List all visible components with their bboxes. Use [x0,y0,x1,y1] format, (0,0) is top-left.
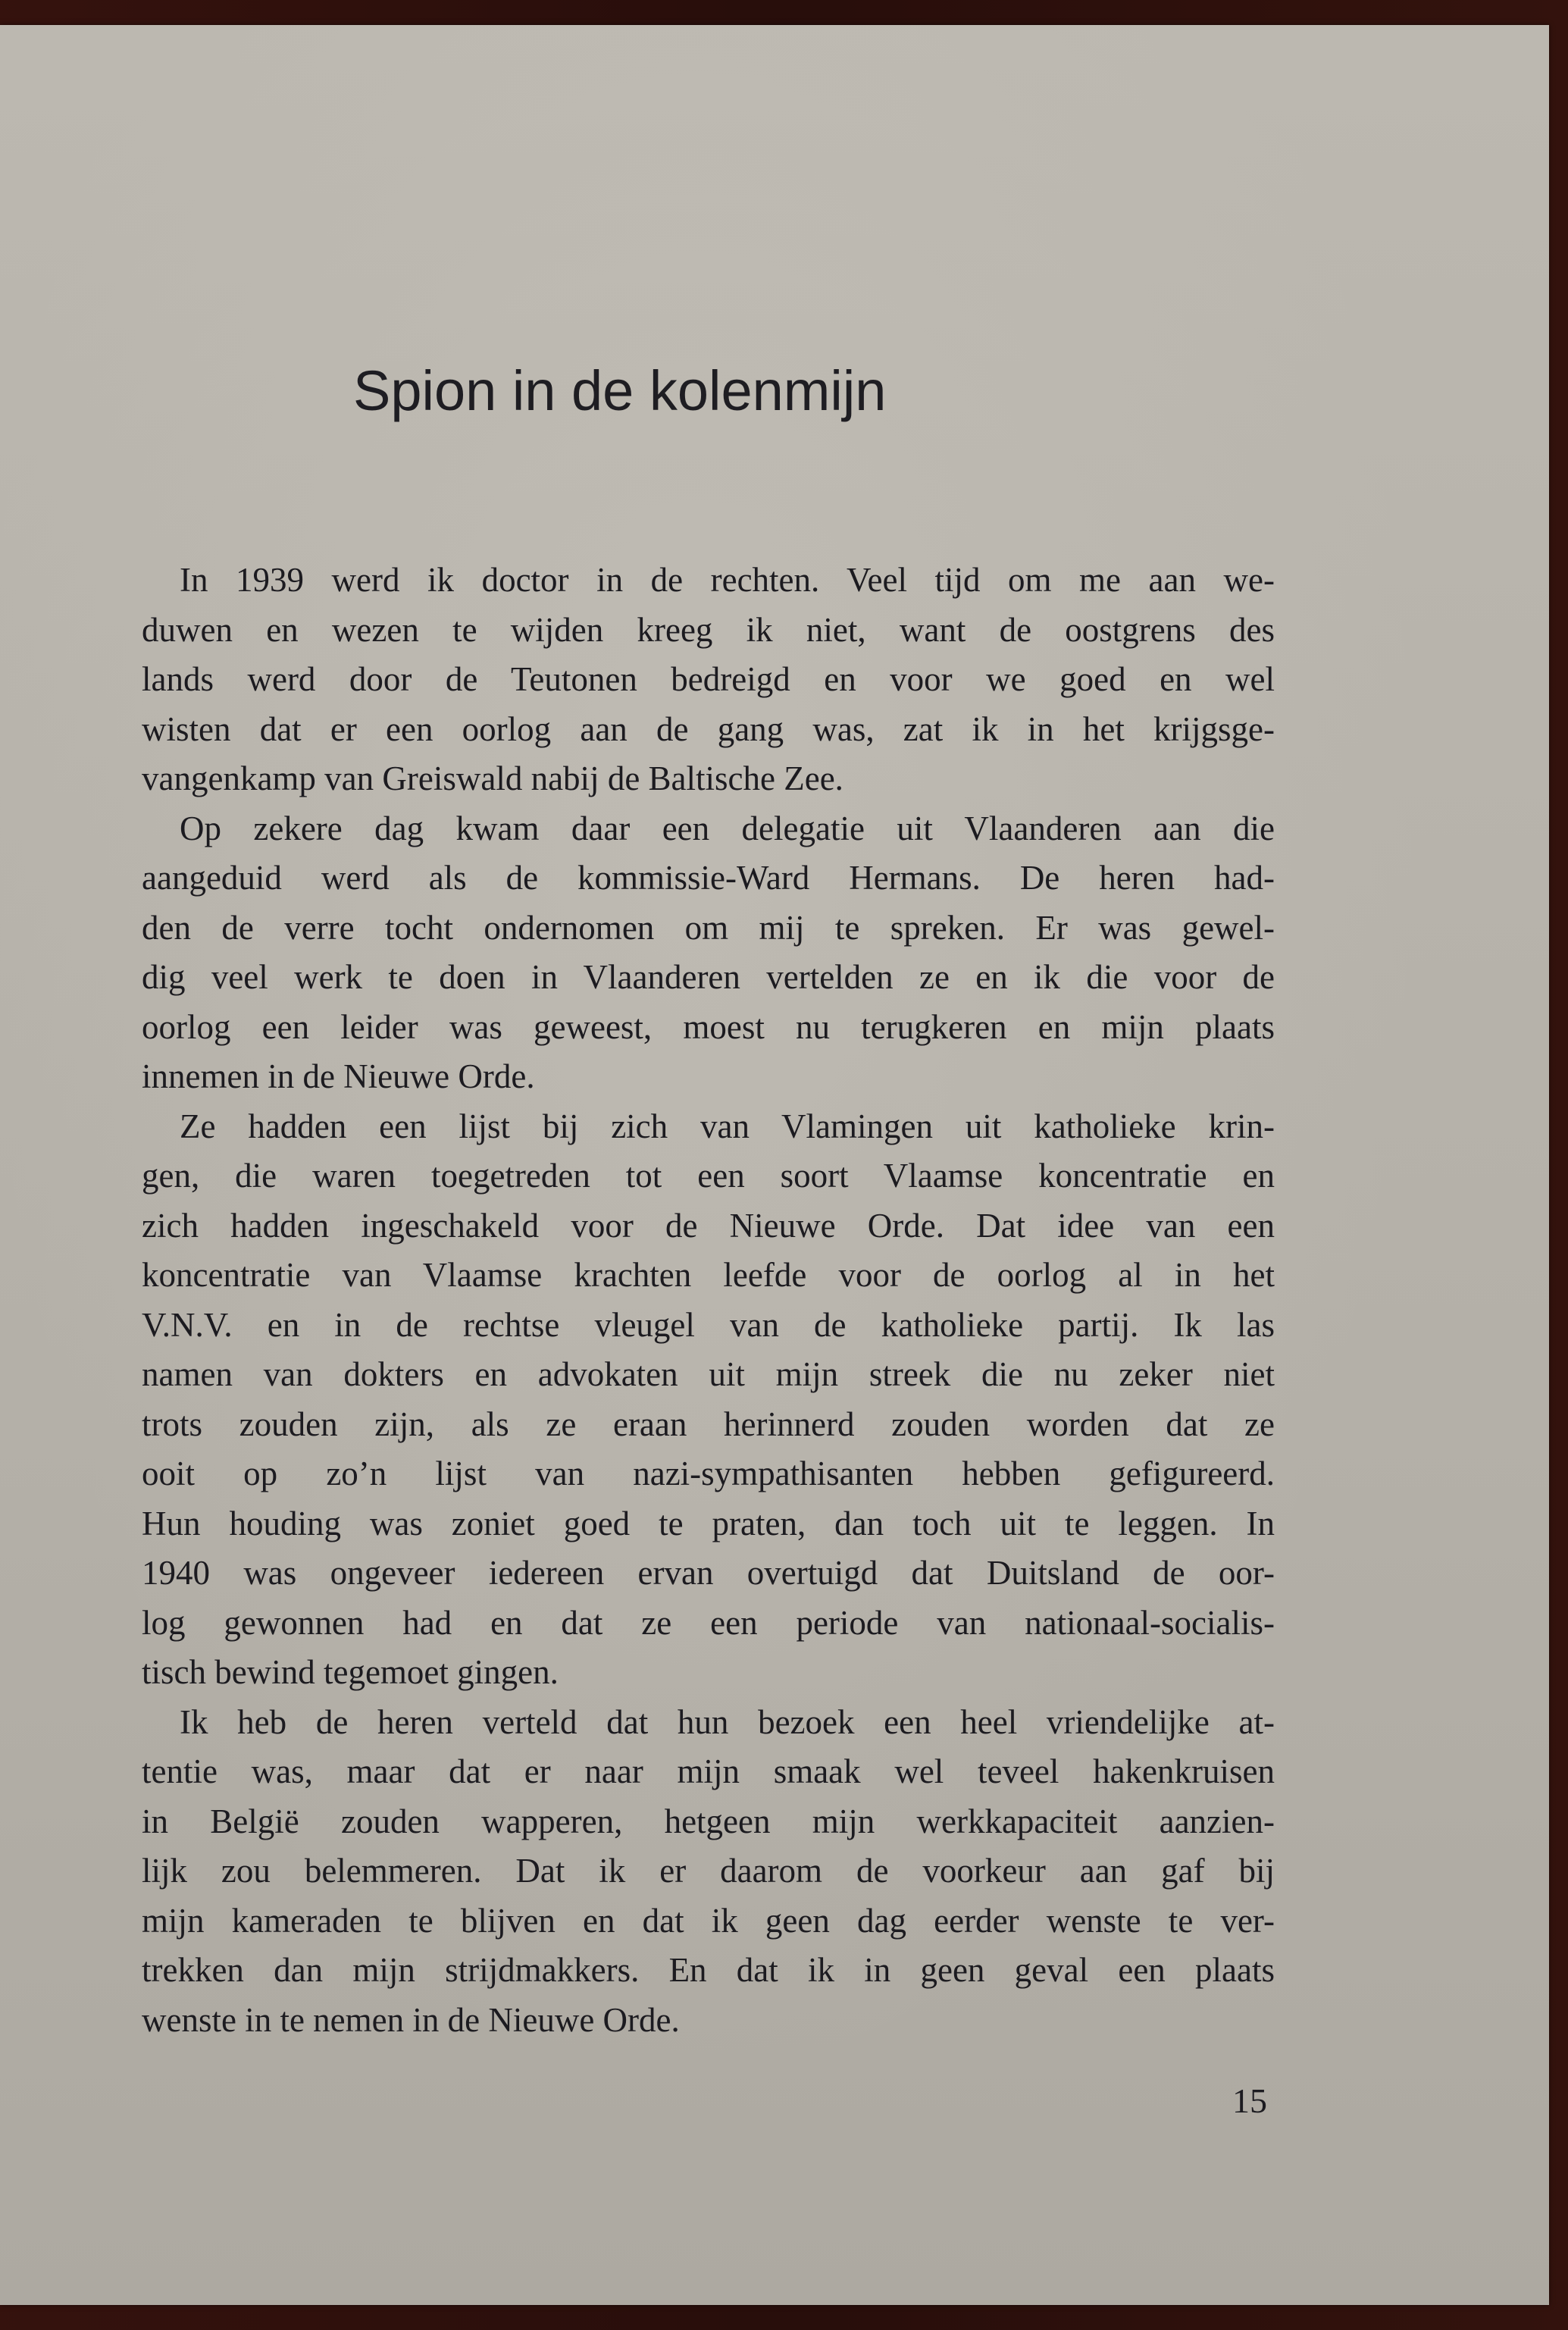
text-line: duwen en wezen te wijden kreeg ik niet, want de oostgrens des [142,610,1275,649]
body-text [142,556,1275,2045]
text-line: Hun houding was zoniet goed te praten, dan toch uit te leggen. In [142,1504,1275,1542]
text-line: trekken dan mijn strijdmakkers. En dat ik in geen geval een plaats [142,1951,1275,1989]
text-line: lijk zou belemmeren. Dat ik er daarom de voorkeur aan gaf bij [142,1852,1275,1890]
book-page [0,25,1549,2305]
paragraph-2 [142,804,1275,1102]
text-line: den de verre tocht ondernomen om mij te spreken. Er was gewel- [142,908,1275,947]
text-line: 1940 was ongeveer iedereen ervan overtuigd dat Duitsland de oor- [142,1554,1275,1592]
text-line: Ik heb de heren verteld dat hun bezoek een heel vriendelijke at- [180,1702,1275,1741]
paragraph-3 [142,1102,1275,1698]
text-line: aangeduid werd als de kommissie-Ward Hermans. De heren had- [142,859,1275,897]
text-line: trots zouden zijn, als ze eraan herinnerd zouden worden dat ze [142,1405,1275,1443]
text-line: in België zouden wapperen, hetgeen mijn werkkapaciteit aanzien- [142,1802,1275,1840]
text-line: zich hadden ingeschakeld voor de Nieuwe Orde. Dat idee van een [142,1206,1275,1245]
text-line: mijn kameraden te blijven en dat ik geen dag eerder wenste te ver- [142,1901,1275,1940]
text-line: wenste in te nemen in de Nieuwe Orde. [142,2000,680,2039]
paragraph-4 [142,1698,1275,2046]
paragraph-1 [142,556,1275,804]
text-line: Ze hadden een lijst bij zich van Vlamingen uit katholieke krin- [180,1107,1275,1145]
text-line: tisch bewind tegemoet gingen. [142,1653,559,1691]
text-line: koncentratie van Vlaamse krachten leefde voor de oorlog al in het [142,1256,1275,1294]
text-line: Op zekere dag kwam daar een delegatie uit Vlaanderen aan die [180,809,1275,847]
text-line: tentie was, maar dat er naar mijn smaak wel teveel hakenkruisen [142,1752,1275,1790]
text-line: log gewonnen had en dat ze een periode van nationaal-socialis- [142,1603,1275,1642]
text-line: V.N.V. en in de rechtse vleugel van de katholieke partij. Ik las [142,1305,1275,1344]
text-line: dig veel werk te doen in Vlaanderen vertelden ze en ik die voor de [142,958,1275,996]
text-line: ooit op zo’n lijst van nazi-sympathisanten hebben gefigureerd. [142,1455,1275,1492]
text-line: gen, die waren toegetreden tot een soort Vlaamse koncentratie en [142,1157,1275,1195]
text-line: vangenkamp van Greiswald nabij de Baltische Zee. [142,759,843,797]
chapter-title: Spion in de kolenmijn [353,359,887,422]
page-number: 15 [1232,2081,1267,2120]
text-line: namen van dokters en advokaten uit mijn streek die nu zeker niet [142,1355,1275,1393]
text-line: lands werd door de Teutonen bedreigd en voor we goed en wel [142,660,1275,698]
text-line: In 1939 werd ik doctor in de rechten. Veel tijd om me aan we- [180,561,1275,599]
text-line: wisten dat er een oorlog aan de gang was, zat ik in het krijgsge- [142,709,1275,748]
text-line: innemen in de Nieuwe Orde. [142,1057,535,1095]
text-line: oorlog een leider was geweest, moest nu terugkeren en mijn plaats [142,1007,1275,1046]
